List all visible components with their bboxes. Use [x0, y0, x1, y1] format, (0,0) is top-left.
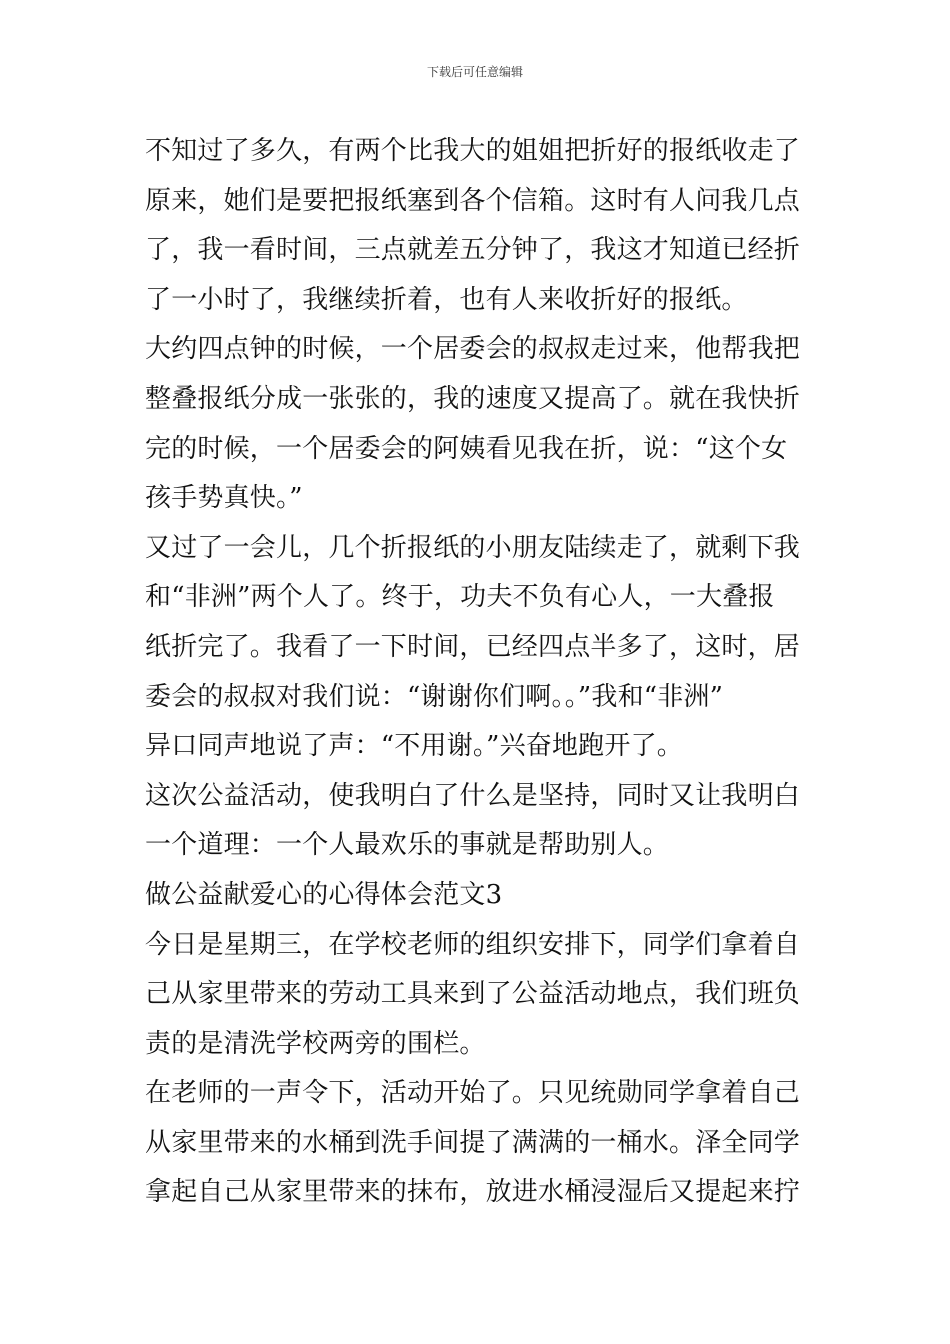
text-line: 责的是清洗学校两旁的围栏。	[145, 1028, 486, 1059]
document-body	[145, 127, 810, 1218]
text-line: 和“非洲”两个人了。终于，功夫不负有心人，一大叠报	[145, 582, 775, 613]
text-line: 完的时候，一个居委会的阿姨看见我在折，说：“这个女	[145, 433, 788, 464]
text-line: 整叠报纸分成一张张的，我的速度又提高了。就在我快折	[145, 383, 801, 414]
text-line: 了一小时了，我继续折着，也有人来收折好的报纸。	[145, 284, 748, 315]
text-line: 孩手势真快。”	[145, 483, 303, 514]
section-heading: 做公益献爱心的心得体会范文3	[145, 879, 503, 910]
text-line: 又过了一会儿，几个折报纸的小朋友陆续走了，就剩下我	[145, 532, 801, 563]
text-line: 从家里带来的水桶到洗手间提了满满的一桶水。泽全同学	[145, 1127, 801, 1158]
text-line: 一个道理：一个人最欢乐的事就是帮助别人。	[145, 830, 670, 861]
text-line: 在老师的一声令下，活动开始了。只见统勋同学拿着自己	[145, 1078, 801, 1109]
text-line: 纸折完了。我看了一下时间，已经四点半多了，这时，居	[145, 631, 801, 662]
text-line: 异口同声地说了声：“不用谢。”兴奋地跑开了。	[145, 731, 683, 762]
text-line: 原来，她们是要把报纸塞到各个信箱。这时有人问我几点	[145, 185, 801, 216]
text-line: 这次公益活动，使我明白了什么是坚持，同时又让我明白	[145, 780, 801, 811]
text-line: 了，我一看时间，三点就差五分钟了，我这才知道已经折	[145, 235, 801, 266]
text-line: 己从家里带来的劳动工具来到了公益活动地点，我们班负	[145, 979, 801, 1010]
text-line: 今日是星期三，在学校老师的组织安排下，同学们拿着自	[145, 929, 801, 960]
page-header: 下载后可任意编辑	[426, 65, 523, 79]
text-line: 拿起自己从家里带来的抹布，放进水桶浸湿后又提起来拧	[145, 1177, 801, 1208]
text-line: 不知过了多久，有两个比我大的姐姐把折好的报纸收走了	[145, 136, 801, 166]
text-line: 委会的叔叔对我们说：“谢谢你们啊。。”我和“非洲”	[145, 681, 724, 712]
text-line: 大约四点钟的时候，一个居委会的叔叔走过来，他帮我把	[145, 334, 801, 365]
